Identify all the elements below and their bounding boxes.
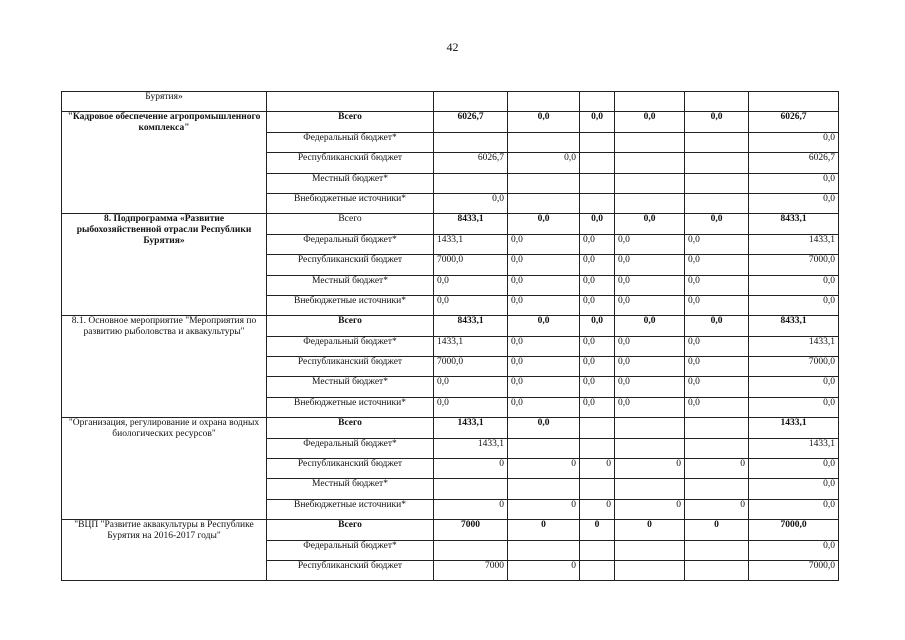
cell-value: 0,0: [685, 112, 749, 132]
cell-value: [615, 193, 685, 213]
cell-value: 0,0: [508, 153, 580, 173]
cell-value: 1433,1: [434, 336, 508, 356]
source-label: Всего: [267, 112, 434, 132]
cell-value: [615, 173, 685, 193]
source-label: Внебюджетные источники*: [267, 397, 434, 417]
cell-value: [434, 173, 508, 193]
cell-value: 8433,1: [434, 214, 508, 234]
cell-value: 7000: [434, 560, 508, 580]
cell-value: 0: [580, 499, 615, 519]
cell-value: [685, 132, 749, 152]
program-name: Бурятия»: [62, 92, 267, 112]
source-label: Местный бюджет*: [267, 173, 434, 193]
cell-value: [685, 438, 749, 458]
cell-value: 0,0: [615, 275, 685, 295]
cell-value: 0: [580, 459, 615, 479]
cell-value: [685, 479, 749, 499]
cell-value: 0,0: [508, 316, 580, 336]
source-label: Федеральный бюджет*: [267, 336, 434, 356]
source-label: Местный бюджет*: [267, 479, 434, 499]
cell-value: [615, 540, 685, 560]
cell-value: [580, 132, 615, 152]
cell-value: 0,0: [580, 316, 615, 336]
budget-table: [61, 91, 839, 581]
cell-value: [580, 173, 615, 193]
cell-value: 0,0: [508, 112, 580, 132]
cell-value: [685, 193, 749, 213]
cell-value: 0,0: [580, 377, 615, 397]
source-label: Федеральный бюджет*: [267, 438, 434, 458]
cell-value: 0: [615, 520, 685, 540]
cell-value: 7000,0: [749, 520, 839, 540]
cell-value: 1433,1: [749, 438, 839, 458]
table-row: [62, 316, 839, 336]
cell-value: [508, 173, 580, 193]
cell-value: 0,0: [749, 459, 839, 479]
cell-value: 6026,7: [749, 153, 839, 173]
cell-value: 7000,0: [434, 255, 508, 275]
source-label: Республиканский бюджет: [267, 357, 434, 377]
cell-value: [580, 540, 615, 560]
cell-value: 0,0: [615, 357, 685, 377]
cell-value: [615, 153, 685, 173]
source-label: Республиканский бюджет: [267, 560, 434, 580]
cell-value: 0,0: [615, 112, 685, 132]
source-label: Федеральный бюджет*: [267, 540, 434, 560]
source-label: Всего: [267, 520, 434, 540]
cell-value: [615, 418, 685, 438]
cell-value: 0: [508, 499, 580, 519]
cell-value: 0,0: [434, 275, 508, 295]
cell-value: 0: [615, 499, 685, 519]
cell-value: 0,0: [434, 397, 508, 417]
cell-value: 8433,1: [434, 316, 508, 336]
cell-value: 0: [580, 520, 615, 540]
cell-value: 0,0: [749, 193, 839, 213]
cell-value: 0,0: [508, 295, 580, 315]
cell-value: 0,0: [615, 316, 685, 336]
cell-value: [685, 153, 749, 173]
cell-value: 0,0: [615, 234, 685, 254]
cell-value: [580, 418, 615, 438]
cell-value: [434, 479, 508, 499]
cell-value: 0,0: [685, 295, 749, 315]
cell-value: 0,0: [580, 336, 615, 356]
program-name: "Кадровое обеспечение агропромышленного комплекса": [62, 112, 267, 214]
cell-value: 0,0: [685, 234, 749, 254]
source-label: Всего: [267, 316, 434, 336]
cell-value: 0,0: [434, 295, 508, 315]
source-label: Местный бюджет*: [267, 377, 434, 397]
cell-value: 0,0: [685, 316, 749, 336]
cell-value: [580, 560, 615, 580]
cell-value: [580, 479, 615, 499]
program-name: 8. Подпрограмма «Развитие рыбохозяйственной отрасли Республики Бурятия»: [62, 214, 267, 316]
cell-value: 0,0: [685, 214, 749, 234]
table-row: [62, 92, 839, 112]
cell-value: 1433,1: [749, 418, 839, 438]
program-name: "Организация, регулирование и охрана водных биологических ресурсов": [62, 418, 267, 520]
cell-value: 0,0: [749, 377, 839, 397]
cell-value: 0: [508, 520, 580, 540]
cell-value: 0,0: [615, 377, 685, 397]
cell-value: 7000,0: [434, 357, 508, 377]
cell-value: 0,0: [580, 234, 615, 254]
cell-value: 0,0: [508, 255, 580, 275]
cell-value: 0,0: [508, 234, 580, 254]
cell-value: 7000: [434, 520, 508, 540]
cell-value: 0,0: [508, 275, 580, 295]
cell-value: [615, 132, 685, 152]
cell-value: [615, 479, 685, 499]
program-name: 8.1. Основное мероприятие "Мероприятия по развитию рыболовства и аквакультуры": [62, 316, 267, 418]
cell-value: 0,0: [580, 255, 615, 275]
source-label: Внебюджетные источники*: [267, 295, 434, 315]
page-number: 42: [446, 40, 459, 54]
cell-value: 0,0: [580, 295, 615, 315]
source-label: Всего: [267, 214, 434, 234]
source-label: Республиканский бюджет: [267, 459, 434, 479]
cell-value: [580, 193, 615, 213]
cell-value: [508, 132, 580, 152]
cell-value: 1433,1: [749, 336, 839, 356]
cell-value: 0,0: [580, 112, 615, 132]
cell-value: 1433,1: [434, 438, 508, 458]
cell-value: 0,0: [434, 193, 508, 213]
cell-value: 0: [434, 459, 508, 479]
cell-value: [685, 418, 749, 438]
cell-value: 0,0: [615, 295, 685, 315]
table-row: [62, 418, 839, 438]
cell-value: 0,0: [685, 357, 749, 377]
cell-value: 0,0: [580, 275, 615, 295]
source-label: Федеральный бюджет*: [267, 234, 434, 254]
table-row: [62, 520, 839, 540]
cell-value: [580, 153, 615, 173]
cell-value: [685, 560, 749, 580]
cell-value: 0,0: [749, 295, 839, 315]
cell-value: [685, 173, 749, 193]
cell-value: 0,0: [685, 275, 749, 295]
cell-value: 0,0: [685, 255, 749, 275]
cell-value: 1433,1: [749, 234, 839, 254]
cell-value: 0,0: [685, 397, 749, 417]
source-label: Республиканский бюджет: [267, 153, 434, 173]
cell-value: 0,0: [434, 377, 508, 397]
cell-value: 0,0: [508, 418, 580, 438]
cell-value: [508, 193, 580, 213]
cell-value: 0: [508, 560, 580, 580]
cell-value: 0,0: [749, 479, 839, 499]
cell-value: 0,0: [615, 214, 685, 234]
cell-value: 0: [615, 459, 685, 479]
cell-value: 0,0: [580, 357, 615, 377]
cell-value: 8433,1: [749, 214, 839, 234]
source-label: Внебюджетные источники*: [267, 193, 434, 213]
cell-value: 6026,7: [434, 153, 508, 173]
cell-value: 0,0: [508, 377, 580, 397]
cell-value: 0,0: [508, 397, 580, 417]
cell-value: 7000,0: [749, 560, 839, 580]
cell-value: 0,0: [749, 499, 839, 519]
table-row: [62, 112, 839, 132]
cell-value: [508, 438, 580, 458]
cell-value: 7000,0: [749, 255, 839, 275]
source-label: Местный бюджет*: [267, 275, 434, 295]
table-row: [62, 214, 839, 234]
cell-value: 0,0: [615, 336, 685, 356]
cell-value: [615, 560, 685, 580]
cell-value: 0: [434, 499, 508, 519]
cell-value: 0,0: [508, 214, 580, 234]
cell-value: [615, 438, 685, 458]
cell-value: 0,0: [580, 214, 615, 234]
cell-value: 6026,7: [749, 112, 839, 132]
cell-value: 1433,1: [434, 234, 508, 254]
source-label: Всего: [267, 418, 434, 438]
cell-value: 8433,1: [749, 316, 839, 336]
cell-value: 0,0: [615, 255, 685, 275]
cell-value: 0,0: [685, 377, 749, 397]
cell-value: 0,0: [580, 397, 615, 417]
cell-value: 0: [685, 459, 749, 479]
cell-value: [580, 438, 615, 458]
cell-value: 0: [685, 499, 749, 519]
cell-value: 0,0: [749, 397, 839, 417]
cell-value: [434, 132, 508, 152]
cell-value: [508, 540, 580, 560]
cell-value: 0,0: [749, 540, 839, 560]
source-label: Федеральный бюджет*: [267, 132, 434, 152]
cell-value: 0: [508, 459, 580, 479]
cell-value: 6026,7: [434, 112, 508, 132]
cell-value: [685, 540, 749, 560]
cell-value: 0,0: [749, 132, 839, 152]
program-name: "ВЦП "Развитие аквакультуры в Республике Бурятия на 2016-2017 годы": [62, 520, 267, 581]
cell-value: 0,0: [508, 357, 580, 377]
cell-value: 0,0: [615, 397, 685, 417]
cell-value: [434, 540, 508, 560]
cell-value: 0,0: [749, 173, 839, 193]
cell-value: 0,0: [508, 336, 580, 356]
source-label: Республиканский бюджет: [267, 255, 434, 275]
cell-value: 0,0: [685, 336, 749, 356]
cell-value: 7000,0: [749, 357, 839, 377]
cell-value: 0: [685, 520, 749, 540]
cell-value: 0,0: [749, 275, 839, 295]
cell-value: 1433,1: [434, 418, 508, 438]
cell-value: [508, 479, 580, 499]
source-label: Внебюджетные источники*: [267, 499, 434, 519]
